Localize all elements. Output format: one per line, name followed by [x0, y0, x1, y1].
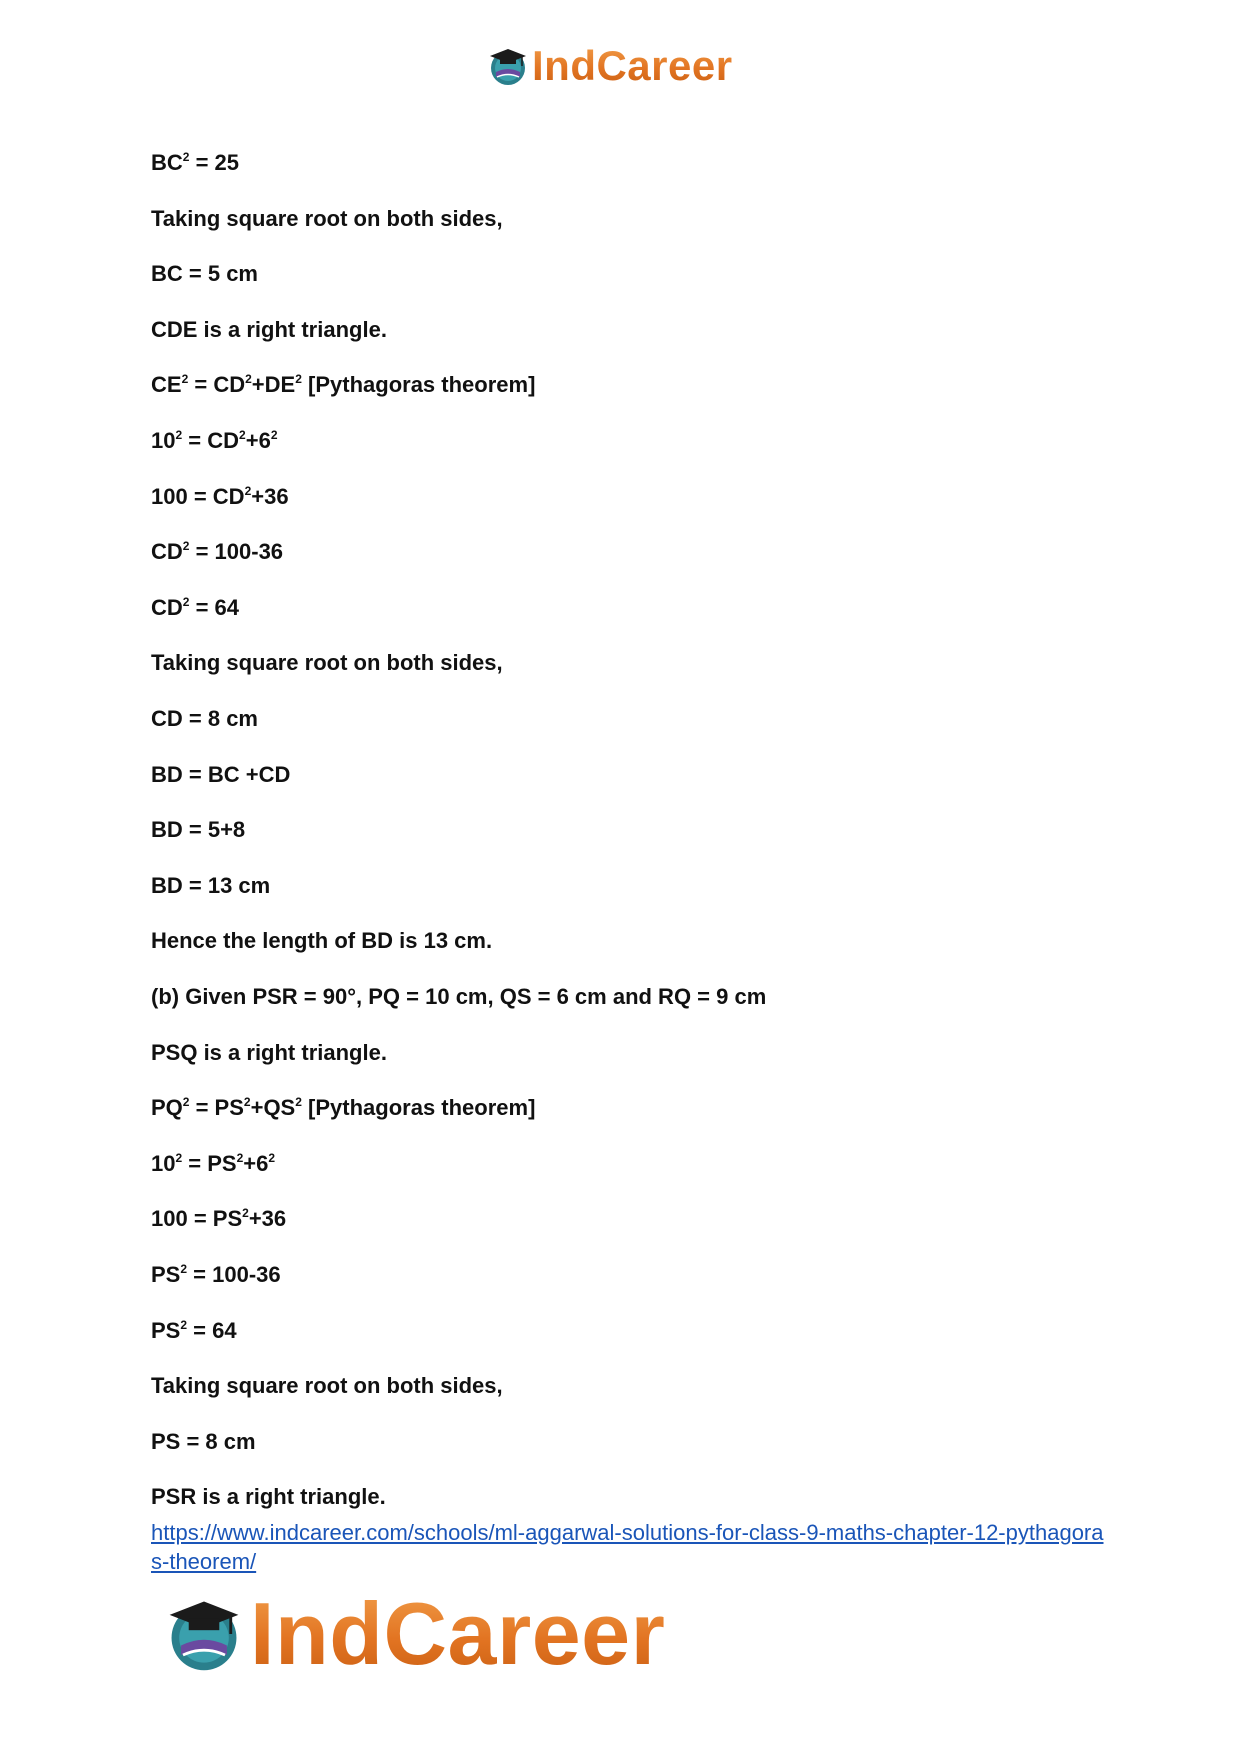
text-line [151, 261, 258, 287]
text-run: CD [151, 595, 183, 620]
superscript: 2 [295, 1094, 302, 1109]
superscript: 2 [181, 371, 189, 386]
text-run: = 100-36 [187, 1262, 281, 1287]
text-line [151, 762, 290, 788]
text-run: [Pythagoras theorem] [301, 372, 536, 397]
footer-logo [162, 1584, 665, 1684]
text-run: CD [151, 539, 183, 564]
text-run: 10 [151, 1151, 176, 1176]
text-line [151, 1429, 256, 1455]
text-run: Taking square root on both sides, [151, 650, 503, 675]
text-run: = PS [189, 1095, 244, 1120]
text-line [151, 650, 503, 676]
text-run: +36 [251, 484, 289, 509]
text-run: 100 = PS [151, 1206, 243, 1231]
text-run: PSQ is a right triangle. [151, 1040, 387, 1065]
text-run: CE [151, 372, 182, 397]
text-run: Taking square root on both sides, [151, 206, 503, 231]
text-run: [Pythagoras theorem] [301, 1095, 536, 1120]
superscript: 2 [239, 427, 246, 442]
text-line [151, 1206, 286, 1232]
text-line [151, 817, 245, 843]
header-logo [486, 40, 733, 92]
text-run: PS = 8 cm [151, 1429, 256, 1454]
text-run: Hence the length of BD is 13 cm. [151, 928, 493, 953]
text-run: CD = 8 cm [151, 706, 258, 731]
text-line [151, 1040, 387, 1066]
text-run: BC = 5 cm [151, 261, 258, 286]
superscript: 2 [175, 1150, 183, 1165]
text-run: +QS [250, 1095, 296, 1120]
source-link[interactable]: https://www.indcareer.com/schools/ml-aggarwal-solutions-for-class-9-maths-chapter-12-pythagoras-theorem/ [151, 1520, 1104, 1574]
superscript: 2 [180, 1261, 188, 1276]
text-run: +6 [245, 428, 271, 453]
brand-logo-text: IndCareer [250, 1584, 666, 1683]
text-line [151, 1318, 237, 1344]
text-run: = 64 [187, 1318, 237, 1343]
text-run: = CD [188, 372, 246, 397]
text-run: PS [151, 1318, 181, 1343]
text-line [151, 1151, 275, 1177]
text-line [151, 595, 239, 621]
superscript: 2 [182, 149, 190, 164]
superscript: 2 [182, 538, 190, 553]
superscript: 2 [175, 427, 183, 442]
text-run: PS [151, 1262, 181, 1287]
text-line [151, 317, 387, 343]
text-line [151, 150, 239, 176]
superscript: 2 [236, 1150, 244, 1165]
text-line [151, 428, 278, 454]
text-run: +36 [248, 1206, 287, 1231]
text-run: = 64 [189, 595, 240, 620]
text-run: Taking square root on both sides, [151, 1373, 503, 1398]
text-run: BC [151, 150, 183, 175]
text-line [151, 706, 258, 732]
text-run: BD = 5+8 [151, 817, 246, 842]
text-run: = CD [182, 428, 240, 453]
brand-logo-text: IndCareer [532, 42, 733, 89]
text-line [151, 206, 503, 232]
text-line [151, 984, 766, 1010]
text-line [151, 873, 270, 899]
text-line [151, 1373, 503, 1399]
text-line [151, 1484, 386, 1510]
text-line [151, 372, 535, 398]
text-run: BD = BC +CD [151, 762, 291, 787]
superscript: 2 [295, 371, 302, 386]
text-run: = PS [182, 1151, 237, 1176]
text-run: PSR is a right triangle. [151, 1484, 386, 1509]
text-line [151, 1095, 535, 1121]
graduation-cap-globe-icon [162, 1592, 246, 1676]
superscript: 2 [268, 1150, 276, 1165]
text-run: 10 [151, 428, 176, 453]
text-run: 100 = CD [151, 484, 245, 509]
superscript: 2 [182, 1094, 190, 1109]
text-run: = 100-36 [189, 539, 284, 564]
text-run: BD = 13 cm [151, 873, 271, 898]
superscript: 2 [244, 483, 252, 498]
superscript: 2 [245, 371, 252, 386]
text-line [151, 539, 283, 565]
superscript: 2 [182, 594, 190, 609]
text-run: CDE is a right triangle. [151, 317, 387, 342]
superscript: 2 [180, 1317, 188, 1332]
graduation-cap-globe-icon [486, 44, 530, 88]
text-line [151, 928, 492, 954]
text-run: = 25 [189, 150, 240, 175]
text-line [151, 1262, 281, 1288]
text-line [151, 484, 289, 510]
text-run: (b) Given PSR = 90°, PQ = 10 cm, QS = 6 cm and RQ = 9 cm [151, 984, 767, 1009]
superscript: 2 [270, 427, 278, 442]
superscript: 2 [242, 1205, 249, 1220]
text-run: PQ [151, 1095, 183, 1120]
text-run: +6 [243, 1151, 269, 1176]
superscript: 2 [243, 1094, 251, 1109]
text-run: +DE [251, 372, 296, 397]
